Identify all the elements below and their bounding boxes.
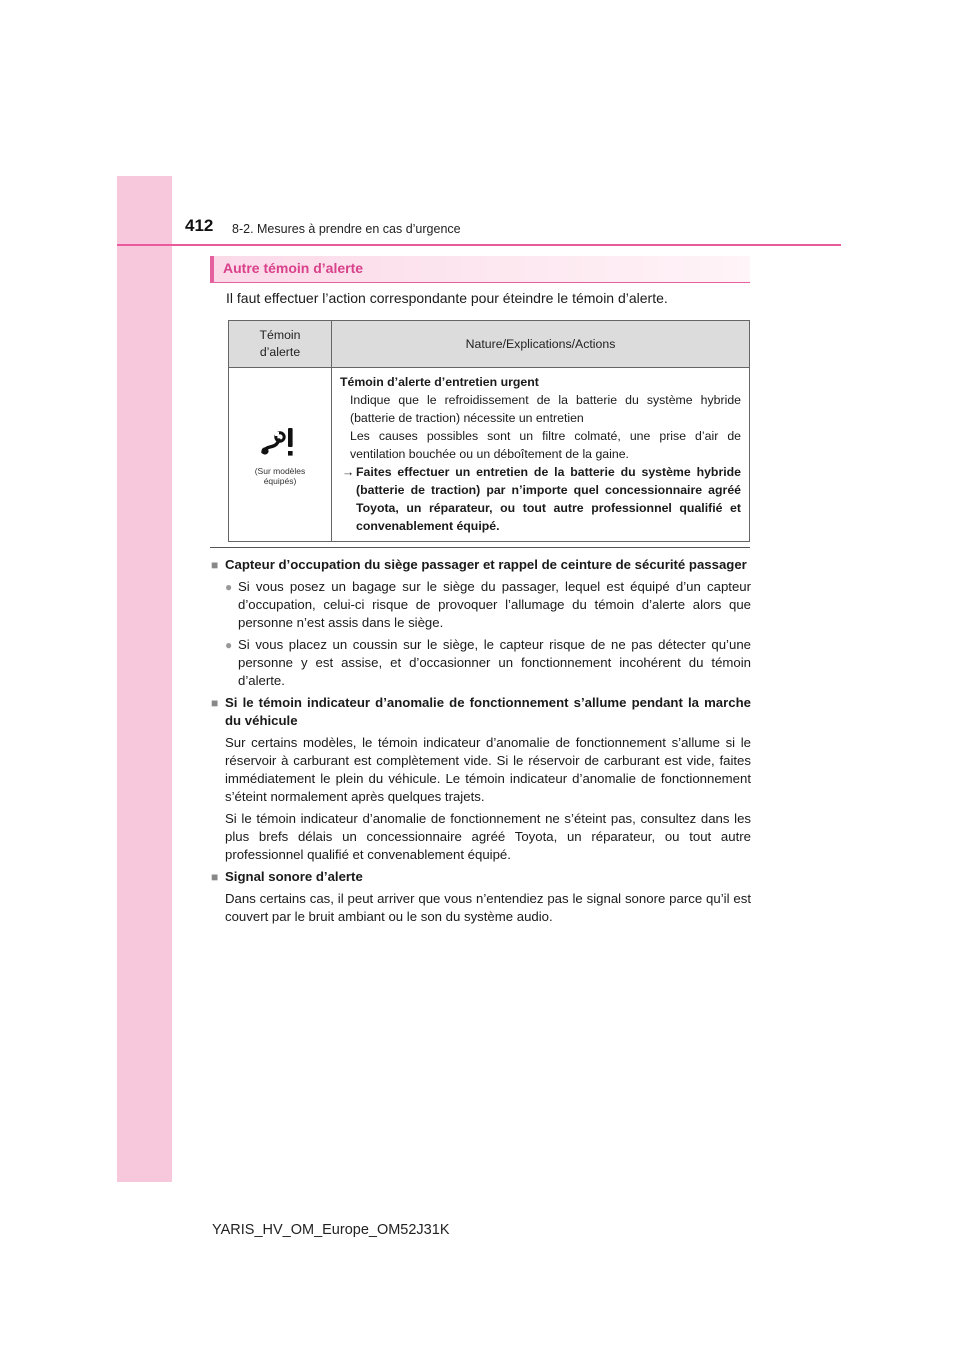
section-divider xyxy=(210,547,750,548)
table-header-row xyxy=(229,321,750,368)
warning-light-table xyxy=(228,320,750,542)
section-title: Autre témoin d’alerte xyxy=(223,260,364,276)
side-band xyxy=(117,176,172,1182)
warning-explanation-2: Les causes possibles sont un filtre colmaté, une prise d’air de ventilation bouchée ou un déboîtement de la gaine. xyxy=(350,429,741,461)
list-item: ● Si vous posez un bagage sur le siège du passager, lequel est équipé d’un capteur d’occupation, celui-ci risque de provoquer l’allumage du témoin d’alerte alors que personne n’est assis dans le siège. xyxy=(225,579,751,630)
warning-title: Témoin d’alerte d’entretien urgent xyxy=(340,375,539,389)
section-header-bar xyxy=(210,256,214,282)
section-intro: Il faut effectuer l’action correspondante pour éteindre le témoin d’alerte. xyxy=(226,290,668,306)
hybrid-battery-maintenance-warning-icon xyxy=(247,426,313,487)
square-bullet-icon: ■ xyxy=(211,558,219,572)
square-bullet-icon: ■ xyxy=(211,696,219,710)
arrow-right-icon: → xyxy=(342,465,355,479)
paragraph: Si le témoin indicateur d’anomalie de fonctionnement ne s’éteint pas, consultez dans les plus brefs délais un concessionnaire agréé Toyota, un réparateur, ou tout autre professionnel qualifié et convenablement équipé. xyxy=(225,811,751,862)
notes-section xyxy=(211,556,751,930)
table-row xyxy=(229,368,750,542)
square-bullet-icon: ■ xyxy=(211,870,219,884)
circle-bullet-icon: ● xyxy=(225,638,233,652)
col-header-description: Nature/Explications/Actions xyxy=(332,321,750,368)
warning-description-cell xyxy=(332,368,750,542)
list-item: ● Si vous placez un coussin sur le siège, le capteur risque de ne pas détecter qu’une personne y est assise, et d’occasionner un fonctionnement incohérent du témoin d’alerte. xyxy=(225,637,751,688)
warning-explanation-1: Indique que le refroidissement de la batterie du système hybride (batterie de traction) nécessite un entretien xyxy=(350,393,741,425)
section-header xyxy=(210,256,750,282)
warning-action-text: Faites effectuer un entretien de la batterie du système hybride (batterie de traction) par n’importe quel concessionnaire agréé Toyota, un réparateur, ou tout autre professionnel qualifié et convenablement équipé. xyxy=(356,465,741,533)
icon-note: (Sur modèles équipés) xyxy=(254,466,306,486)
note-heading-seat-sensor: ■ Capteur d’occupation du siège passager et rappel de ceinture de sécurité passager xyxy=(211,557,747,572)
paragraph: Sur certains modèles, le témoin indicateur d’anomalie de fonctionnement s’allume si le réservoir à carburant est complètement vide. Si le réservoir de carburant est vide, faites immédiatement le plein du véhicule. Le témoin indicateur d’anomalie de fonctionnement s’éteint normalement après quelques trajets. xyxy=(225,735,751,804)
header-rule xyxy=(117,244,841,246)
circle-bullet-icon: ● xyxy=(225,580,233,594)
col-header-light: Témoin d’alerte xyxy=(229,321,332,368)
footer-doc-id: YARIS_HV_OM_Europe_OM52J31K xyxy=(212,1222,450,1238)
paragraph: Dans certains cas, il peut arriver que vous n’entendiez pas le signal sonore parce qu’il est couvert par le bruit ambiant ou le son du système audio. xyxy=(225,891,751,924)
page-number: 412 xyxy=(185,216,214,235)
note-heading-warning-buzzer: ■ Signal sonore d’alerte xyxy=(211,869,363,884)
warning-action xyxy=(340,463,741,535)
section-header-rule xyxy=(210,282,750,283)
warning-icon-cell xyxy=(229,368,332,542)
note-heading-malfunction-light: ■ Si le témoin indicateur d’anomalie de fonctionnement s’allume pendant la marche du véhicule xyxy=(211,695,751,728)
chapter-title: 8-2. Mesures à prendre en cas d’urgence xyxy=(232,222,461,236)
